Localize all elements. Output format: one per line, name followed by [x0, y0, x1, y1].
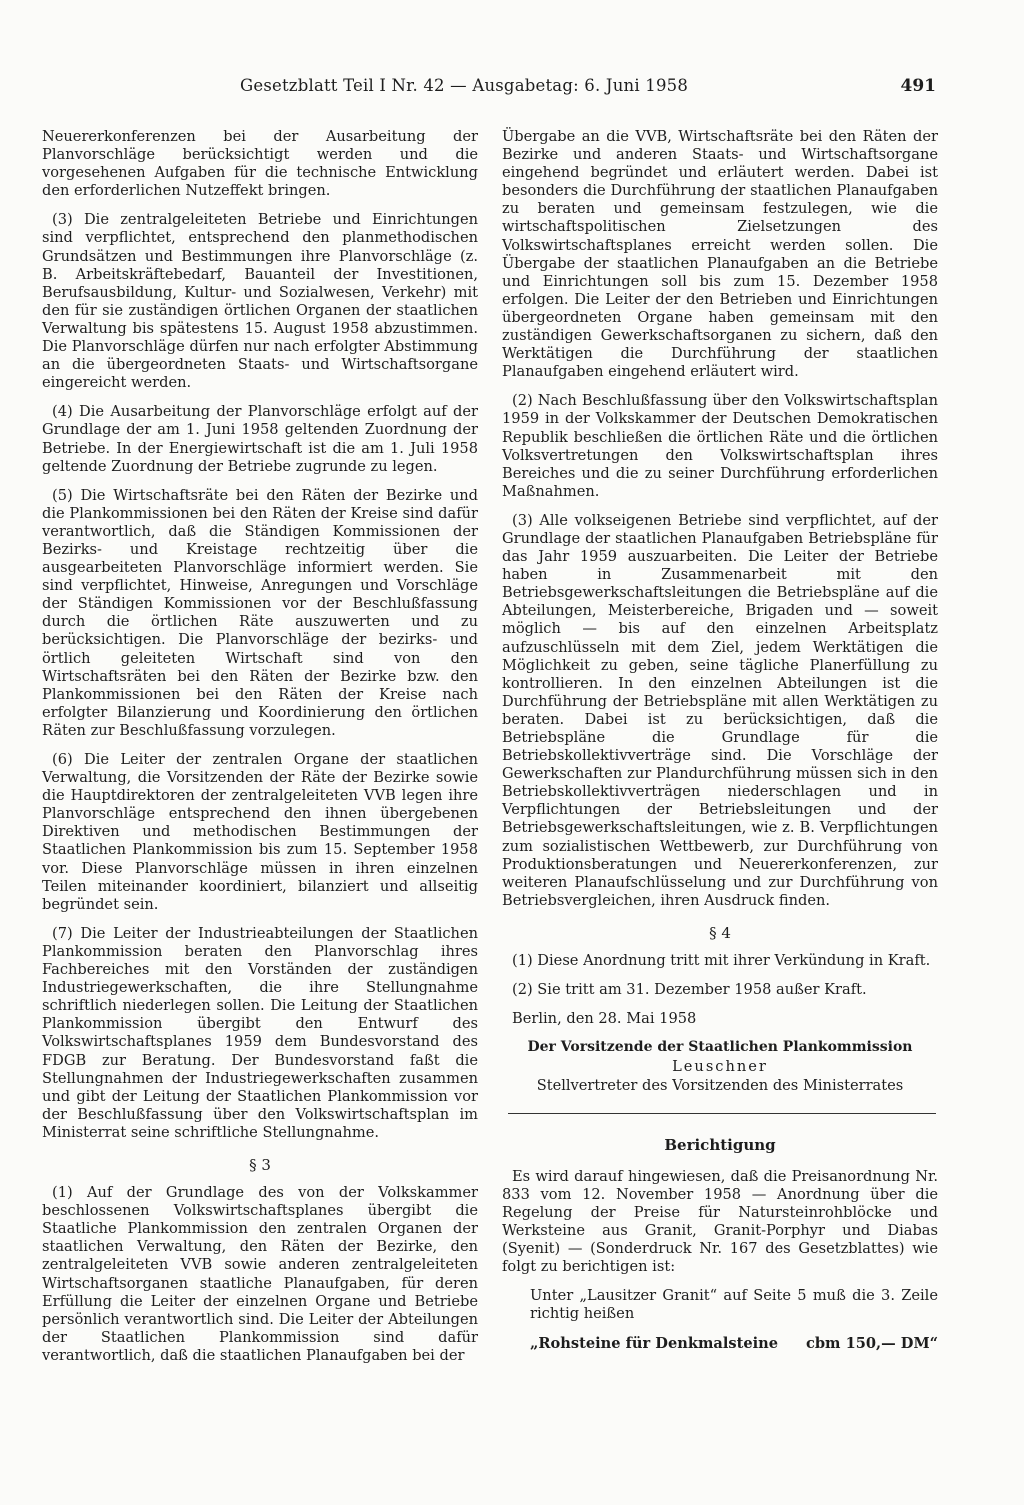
- correction-value: cbm 150,— DM“: [805, 1335, 938, 1353]
- paragraph-2-3: (3) Die zentralgeleiteten Betriebe und Einrichtungen sind verpflichtet, entsprechend den planmethodischen Grundsätzen und Bestimmungen ihre Planvorschläge (z. B. Arbeitskräftebedarf, Bauanteil der Investitionen, Berufsausbildung, Kultur- und Sozialwesen, Verkehr) mit den für sie zuständigen örtlichen Organen der staatlichen Verwaltung bis spätestens 15. August 1958 abzustimmen. Die Planvorschläge dürfen nur nach erfolgter Abstimmung an die übergeordneten Staats- und Wirtschaftsorgane eingereicht werden.: [42, 211, 478, 392]
- paragraph-2-7: (7) Die Leiter der Industrieabteilungen der Staatlichen Plankommission beraten den Planvorschlag ihres Fachbereiches mit den Vorständen der zuständigen Industriegewerkschaften, die ihre Stellungnahme schriftlich niederlegen sollen. Die Leitung der Staatlichen Plankommission übergibt den Entwurf des Volkswirtschaftsplanes 1959 dem Bundesvorstand des FDGB zur Beratung. Der Bundesvorstand faßt die Stellungnahmen der Industriegewerkschaften zusammen und gibt der Leitung der Staatlichen Plankommission vor der Beschlußfassung über den Volkswirtschaftsplan im Ministerrat seine schriftliche Stellungnahme.: [42, 924, 478, 1141]
- signer-name: Leuschner: [672, 1058, 768, 1076]
- paragraph-4-2: (2) Sie tritt am 31. Dezember 1958 außer Kraft.: [512, 981, 867, 999]
- correction-line: [502, 1335, 938, 1353]
- section-4-heading: § 4: [709, 923, 731, 942]
- paragraph-3-3: (3) Alle volkseigenen Betriebe sind verpflichtet, auf der Grundlage der staatlichen Planaufgaben Betriebspläne für das Jahr 1959 auszuarbeiten. Die Leiter der Betriebe haben in Zusammenarbeit mit den Betriebsgewerkschaftsleitungen die Betriebspläne auf die Abteilungen, Meisterbereiche, Brigaden und — soweit möglich — bis auf den einzelnen Arbeitsplatz aufzuschlüsseln mit dem Ziel, jedem Werktätigen die Möglichkeit zu geben, seine tägliche Planerfüllung zu kontrollieren. In den einzelnen Abteilungen ist die Durchführung der Betriebspläne mit allen Werktätigen zu beraten. Dabei ist zu berücksichtigen, daß die Betriebspläne die Grundlage für die Betriebskollektivverträge sind. Die Vorschläge der Gewerkschaften zur Plandurchführung müssen sich in den Betriebskollektivverträgen niederschlagen und in Verpflichtungen der Betriebsleitungen und der Betriebsgewerkschaftsleitungen, wie z. B. Verpflichtungen zum sozialistischen Wettbewerb, zur Durchführung von Produktionsberatungen und Neuererkonferenzen, zur weiteren Planaufschlüsselung und zur Durchführung von Betriebsvergleichen, ihren Ausdruck finden.: [502, 511, 938, 909]
- paragraph-3-2: (2) Nach Beschlußfassung über den Volkswirtschaftsplan 1959 in der Volkskammer der Deutschen Demokratischen Republik beschließen die örtlichen Räte und die örtlichen Volksvertretungen den Volkswirtschaftsplan ihres Bereiches und die zu seiner Durchführung erforderlichen Maßnahmen.: [502, 392, 938, 500]
- divider: [508, 1113, 936, 1114]
- right-column: [502, 128, 938, 1354]
- left-column: [42, 128, 478, 1376]
- paragraph-continued: Neuererkonferenzen bei der Ausarbeitung der Planvorschläge berücksichtigt werden und die vorgesehenen Aufgaben für die technische Entwicklung den erforderlichen Nutzeffekt bringen.: [42, 128, 478, 200]
- paragraph-4-1: (1) Diese Anordnung tritt mit ihrer Verkündung in Kraft.: [512, 952, 931, 970]
- correction-item: „Rohsteine für Denkmalsteine: [530, 1335, 779, 1353]
- page-header: [240, 76, 936, 98]
- correction-heading: Berichtigung: [664, 1135, 776, 1154]
- paragraph-3-1: (1) Auf der Grundlage des von der Volkskammer beschlossenen Volkswirtschaftsplanes übergibt die Staatliche Plankommission den zentralen Organen der staatlichen Verwaltung, den Räten der Bezirke, den zentralgeleiteten VVB sowie anderen zentralgeleiteten Wirtschaftsorganen staatliche Planaufgaben, für deren Erfüllung die Leiter der einzelnen Organe und Betriebe persönlich verantwortlich sind. Die Leiter der Abteilungen der Staatlichen Plankommission sind dafür verantwortlich, daß die staatlichen Planaufgaben bei der: [42, 1184, 478, 1364]
- header-title: Gesetzblatt Teil I Nr. 42 — Ausgabetag: 6. Juni 1958: [240, 76, 689, 95]
- page-number: 491: [900, 76, 936, 96]
- signer-role: Stellvertreter des Vorsitzenden des Ministerrates: [536, 1076, 904, 1094]
- correction-text: Es wird darauf hingewiesen, daß die Preisanordnung Nr. 833 vom 12. November 1958 — Anordnung über die Regelung der Preise für Natursteinrohblöcke und Werksteine aus Granit, Granit-Porphyr und Diabas (Syenit) — (Sonderdruck Nr. 167 des Gesetzblattes) wie folgt zu berichtigen ist:: [502, 1167, 938, 1276]
- section-3-heading: § 3: [249, 1155, 271, 1174]
- paragraph-2-5: (5) Die Wirtschaftsräte bei den Räten der Bezirke und die Plankommissionen bei den Räten der Kreise sind dafür verantwortlich, daß die Ständigen Kommissionen der Bezirks- und Kreistage rechtzeitig über die ausgearbeiteten Planvorschläge informiert werden. Sie sind verpflichtet, Hinweise, Anregungen und Vorschläge der Ständigen Kommissionen vor der Beschlußfassung durch die örtlichen Räte auszuwerten und zu berücksichtigen. Die Planvorschläge der bezirks- und örtlich geleiteten Wirtschaft sind von den Wirtschaftsräten bei den Räten der Bezirke bzw. den Plankommissionen bei den Räten der Kreise nach erfolgter Bilanzierung und Koordinierung den örtlichen Räten zur Beschlußfassung vorzulegen.: [42, 486, 478, 739]
- signer-organization: Der Vorsitzende der Staatlichen Plankommission: [527, 1039, 913, 1056]
- paragraph-2-4: (4) Die Ausarbeitung der Planvorschläge erfolgt auf der Grundlage der am 1. Juni 1958 geltenden Zuordnung der Betriebe. In der Energiewirtschaft ist die am 1. Juli 1958 geltende Zuordnung der Betriebe zugrunde zu legen.: [42, 403, 478, 475]
- paragraph-3-1-continued: Übergabe an die VVB, Wirtschaftsräte bei den Räten der Bezirke und anderen Staats- und Wirtschaftsorgane eingehend begründet und erläutert werden. Dabei ist besonders die Durchführung der staatlichen Planaufgaben zu beraten und gemeinsam festzulegen, wie die wirtschaftspolitischen Zielsetzungen des Volkswirtschaftsplanes erreicht werden sollen. Die Übergabe der staatlichen Planaufgaben an die Betriebe und Einrichtungen soll bis zum 15. Dezember 1958 erfolgen. Die Leiter der den Betrieben und Einrichtungen übergeordneten Organe haben gemeinsam mit den zuständigen Gewerkschaftsorganen zu sichern, daß den Werktätigen die Durchführung der staatlichen Planaufgaben eingehend erläutert wird.: [502, 128, 938, 381]
- correction-quote: Unter „Lausitzer Granit“ auf Seite 5 muß die 3. Zeile richtig heißen: [530, 1287, 938, 1323]
- paragraph-2-6: (6) Die Leiter der zentralen Organe der staatlichen Verwaltung, die Vorsitzenden der Räte der Bezirke sowie die Hauptdirektoren der zentralgeleiteten VVB legen ihre Planvorschläge entsprechend den ihnen übergebenen Direktiven und methodischen Bestimmungen der Staatlichen Plankommission bis zum 15. September 1958 vor. Diese Planvorschläge müssen in ihren einzelnen Teilen miteinander koordiniert, bilanziert und allseitig begründet sein.: [42, 751, 478, 913]
- place-date: Berlin, den 28. Mai 1958: [512, 1010, 697, 1028]
